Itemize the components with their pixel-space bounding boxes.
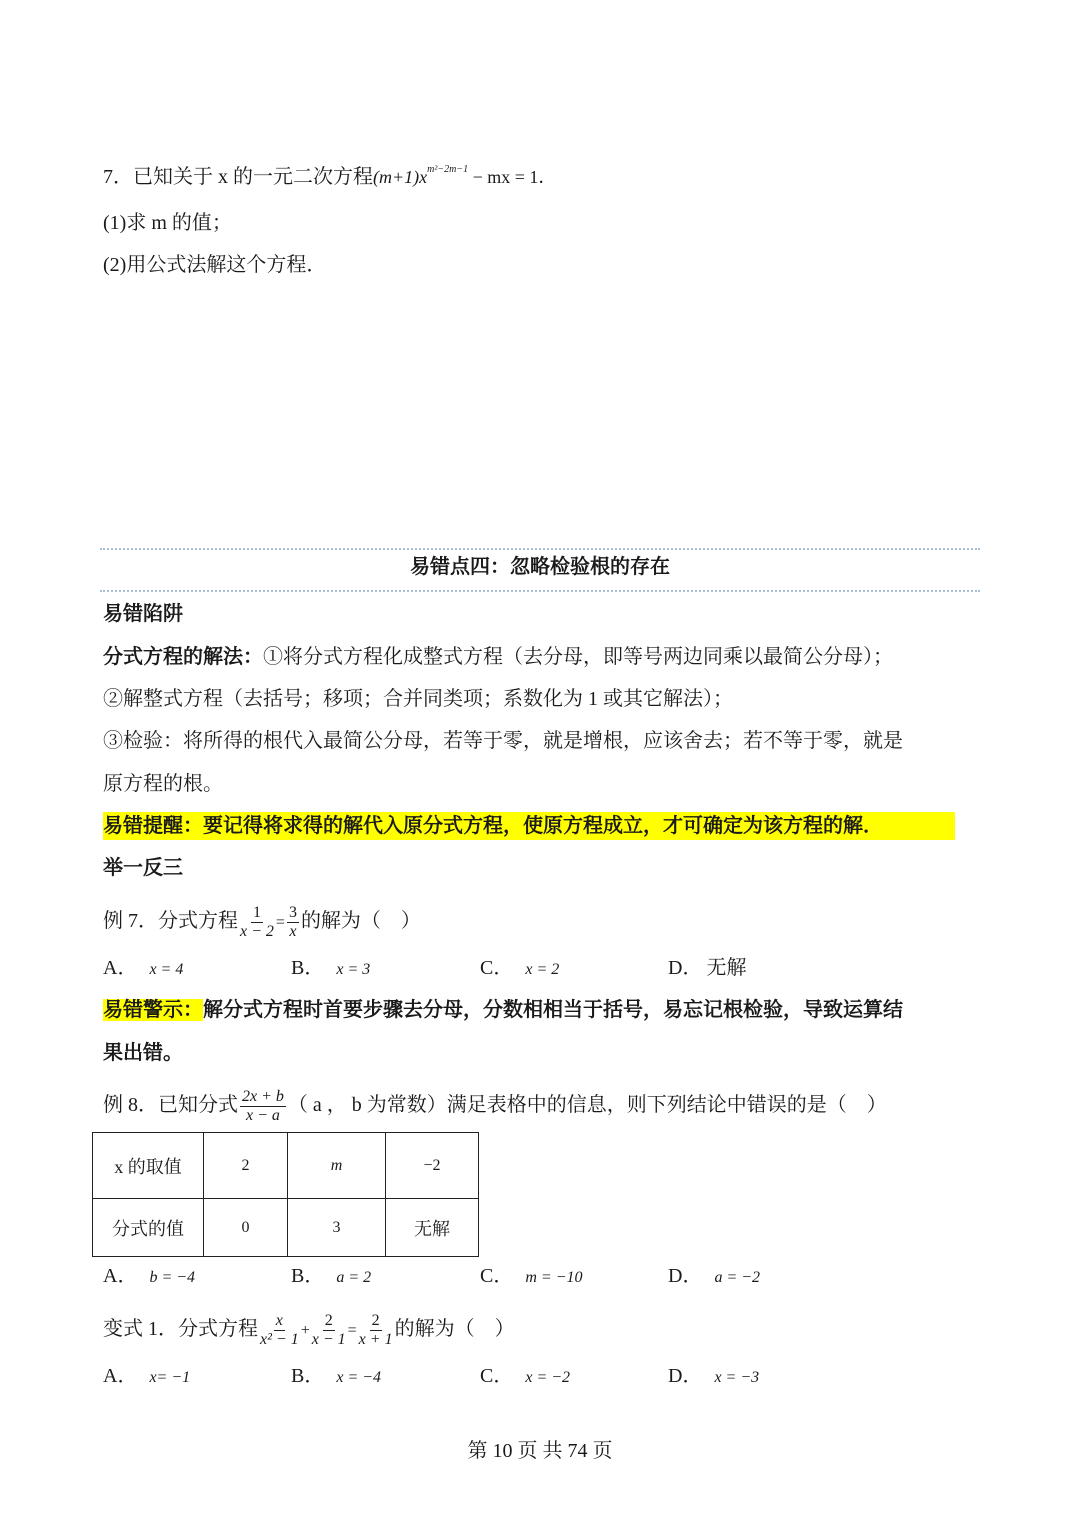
numerator: x bbox=[275, 1312, 283, 1329]
ex7-option-a: A． x = 4 bbox=[103, 957, 184, 979]
table-cell: 无解 bbox=[386, 1199, 479, 1257]
var1-fraction-2 bbox=[312, 1312, 346, 1349]
table-row bbox=[93, 1199, 479, 1257]
plus: + bbox=[300, 1322, 310, 1340]
denominator: x − 1 bbox=[311, 1331, 346, 1348]
ex8-option-d: D． a = −2 bbox=[668, 1265, 761, 1287]
table-cell: m bbox=[288, 1133, 386, 1199]
q7-stem-text: 7．已知关于 x 的一元二次方程 bbox=[103, 166, 373, 188]
ex7-fraction-1 bbox=[240, 904, 274, 941]
table-cell: 3 bbox=[288, 1199, 386, 1257]
ex7-option-d: D． 无解 bbox=[668, 957, 747, 979]
method-step3b: 原方程的根。 bbox=[103, 773, 223, 795]
ex8-suffix: （ a ， b 为常数）满足表格中的信息，则下列结论中错误的是（ ） bbox=[287, 1094, 887, 1117]
method-step1 bbox=[103, 643, 893, 671]
q7-part1: (1)求 m 的值； bbox=[103, 212, 232, 234]
var1-suffix: 的解为（ ） bbox=[394, 1318, 515, 1341]
ex7-option-b: B． x = 3 bbox=[291, 957, 371, 979]
q7-equation-right: − mx = 1． bbox=[472, 167, 557, 187]
ex7-fraction-2 bbox=[287, 904, 299, 941]
warning-text-a: 解分式方程时首要步骤去分母，分数相相当于括号，易忘记根检验，导致运算结 bbox=[203, 999, 903, 1021]
reminder-highlight: 易错提醒：要记得将求得的解代入原分式方程，使原方程成立，才可确定为该方程的解． bbox=[103, 812, 955, 840]
page-footer: 第 10 页 共 74 页 bbox=[467, 1440, 613, 1462]
divider-top bbox=[100, 548, 980, 550]
method-step1-text: ①将分式方程化成整式方程（去分母，即等号两边同乘以最简公分母）； bbox=[263, 646, 893, 668]
q7-exponent: m²−2m−1 bbox=[427, 164, 469, 175]
method-step2: ②解整式方程（去括号；移项；合并同类项；系数化为 1 或其它解法）； bbox=[103, 688, 733, 710]
table-cell: 0 bbox=[204, 1199, 288, 1257]
method-step3a: ③检验：将所得的根代入最简公分母，若等于零，就是增根，应该舍去；若不等于零，就是 bbox=[103, 730, 903, 752]
denominator: x − a bbox=[246, 1107, 280, 1124]
var1-fraction-1 bbox=[260, 1312, 299, 1349]
var1-option-d: D． x = −3 bbox=[668, 1365, 760, 1387]
warning-text-b: 果出错。 bbox=[103, 1042, 183, 1064]
equals: = bbox=[347, 1322, 357, 1340]
var1-question bbox=[103, 1312, 515, 1349]
ex8-option-a: A． b = −4 bbox=[103, 1265, 196, 1287]
numerator: 1 bbox=[252, 904, 261, 921]
warning bbox=[103, 996, 903, 1024]
ex8-question bbox=[103, 1088, 887, 1125]
ex8-fraction bbox=[240, 1088, 286, 1125]
divider-bottom bbox=[100, 590, 980, 592]
table-cell: −2 bbox=[386, 1133, 479, 1199]
numerator: 2 bbox=[371, 1312, 380, 1329]
table-row bbox=[93, 1133, 479, 1199]
ex8-table bbox=[92, 1132, 479, 1257]
numerator: 2x + b bbox=[242, 1088, 284, 1105]
table-cell: x 的取值 bbox=[93, 1133, 204, 1199]
var1-option-c: C． x = −2 bbox=[480, 1365, 571, 1387]
table-cell: 2 bbox=[204, 1133, 288, 1199]
var1-option-a: A． x= −1 bbox=[103, 1365, 191, 1387]
numerator: 2 bbox=[324, 1312, 333, 1329]
ex7-option-c: C． x = 2 bbox=[480, 957, 560, 979]
ex8-option-c: C． m = −10 bbox=[480, 1265, 583, 1287]
denominator: x² − 1 bbox=[260, 1331, 299, 1348]
q7-stem bbox=[103, 160, 556, 191]
table-cell: 分式的值 bbox=[93, 1199, 204, 1257]
warning-label: 易错警示： bbox=[103, 999, 203, 1021]
practice-heading: 举一反三 bbox=[103, 857, 183, 879]
q7-part2: (2)用公式法解这个方程． bbox=[103, 254, 327, 276]
ex8-option-b: B． a = 2 bbox=[291, 1265, 372, 1287]
var1-prefix: 变式 1．分式方程 bbox=[103, 1318, 258, 1341]
numerator: 3 bbox=[288, 904, 297, 921]
var1-option-b: B． x = −4 bbox=[291, 1365, 382, 1387]
var1-fraction-3 bbox=[359, 1312, 393, 1349]
denominator: x bbox=[289, 923, 297, 940]
method-label: 分式方程的解法： bbox=[103, 646, 263, 668]
equals: = bbox=[275, 914, 285, 932]
section-title: 易错点四：忽略检验根的存在 bbox=[410, 556, 670, 578]
ex7-suffix: 的解为（ ） bbox=[300, 910, 421, 933]
ex8-prefix: 例 8．已知分式 bbox=[103, 1094, 238, 1117]
trap-heading: 易错陷阱 bbox=[103, 603, 183, 625]
q7-equation-left: (m+1)x bbox=[373, 167, 428, 187]
denominator: x + 1 bbox=[358, 1331, 393, 1348]
ex7-prefix: 例 7．分式方程 bbox=[103, 910, 238, 933]
ex7-question bbox=[103, 904, 421, 941]
denominator: x − 2 bbox=[240, 923, 274, 940]
